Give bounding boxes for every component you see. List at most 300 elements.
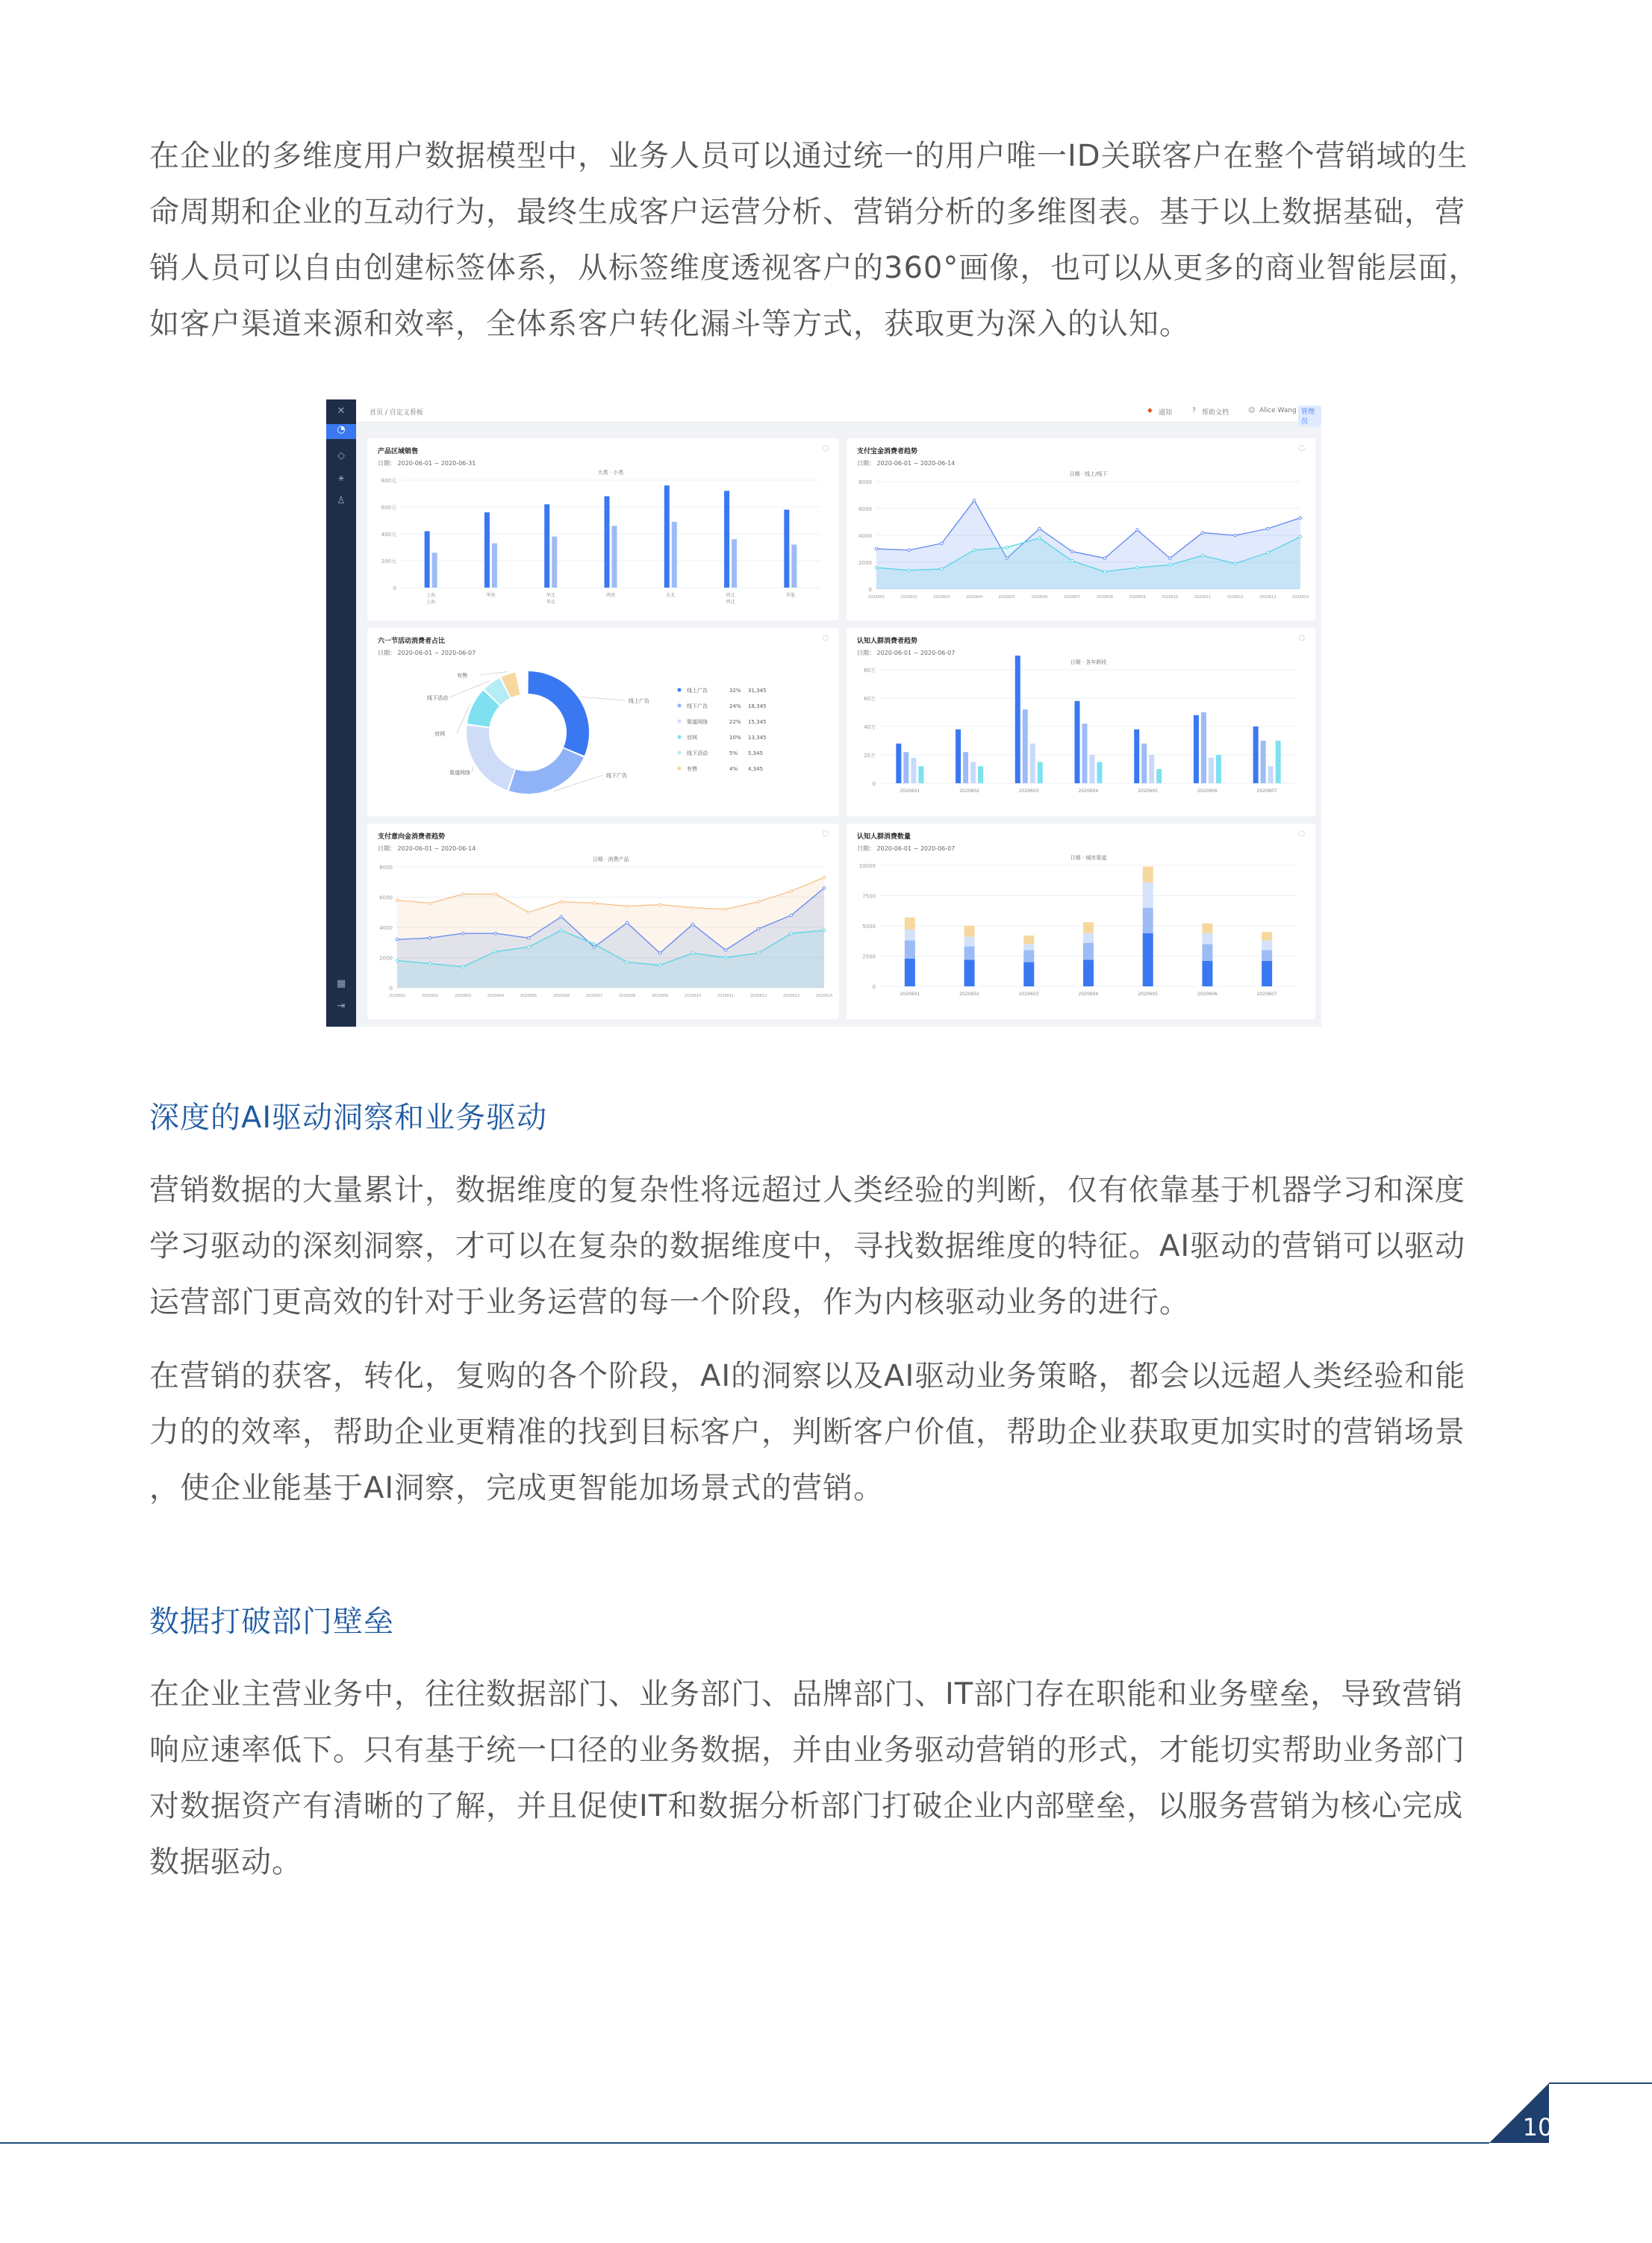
chart-svg [847,628,1315,816]
bar [432,553,437,588]
grid-icon: ▦ [336,978,346,989]
x-tick-label: 2020603 [454,994,472,998]
x-tick-label: 2020603 [1018,992,1039,997]
chart-legend: 大类 · 小类 [597,470,624,476]
bar-segment [964,947,975,960]
collapse-icon: ⇥ [337,1001,346,1012]
bar [1075,701,1080,783]
y-tick-label: 7500 [862,893,876,900]
bar [612,526,617,588]
leader-line [582,697,626,700]
legend-value: 18,345 [748,703,767,709]
bar-segment [1262,950,1272,961]
legend-swatch [678,735,682,739]
data-point [428,902,431,905]
chart-date: 日期： 2020-06-01 ~ 2020-06-31 [378,460,476,467]
data-point [1038,527,1041,530]
data-point [1103,570,1106,573]
data-point [560,900,563,903]
bar-segment [1083,959,1094,986]
data-point [823,929,826,932]
text-line: 学习驱动的深刻洞察，才可以在复杂的数据维度中，寻找数据维度的特征。AI驱动的营销可以驱动 [149,1229,1466,1263]
y-tick-label: 2000 [379,955,393,962]
data-point [658,903,661,906]
data-point [973,549,976,552]
chart-svg [367,824,839,1019]
x-tick-label: 华南 [486,593,496,598]
x-tick-label: 2020609 [1129,595,1146,600]
data-point [658,952,661,955]
data-point [658,964,661,967]
refresh-icon[interactable]: ◌ [1298,444,1305,452]
chart-legend: 日期 · 消费产品 [592,856,629,862]
flow-icon: ⚹ [338,473,344,484]
bar [492,544,497,588]
bar [484,512,490,588]
chart-svg [847,824,1315,1019]
chart-panel-region-sales [367,438,839,620]
y-tick-label: 80万 [864,668,876,673]
x-tick-label: 2020611 [1194,595,1212,600]
y-tick-label: 2000 [858,560,872,566]
leader-line [472,766,473,772]
refresh-icon[interactable]: ◌ [822,444,829,452]
text-line: ，使企业能基于AI洞察，完成更智能加场景式的营销。 [149,1471,885,1505]
chart-title: 认知人群消费者趋势 [857,638,918,645]
x-subtick-label: 西北 [726,600,735,605]
notify-link: 通知 [1159,409,1173,417]
y-tick-label: 0 [868,587,872,593]
data-point [1103,557,1106,560]
legend-label: 有赞 [687,766,697,772]
text-line: 在企业主营业务中，往往数据部门、业务部门、品牌部门、IT部门存在职能和业务壁垒，导致营销 [149,1677,1464,1711]
bar [1209,758,1214,783]
leader-line [479,672,507,675]
x-tick-label: 2020610 [1162,595,1179,600]
bar-segment [905,918,915,930]
x-tick-label: 2020612 [749,994,767,998]
data-point [428,962,431,965]
bar [963,752,968,783]
chart-date: 日期： 2020-06-01 ~ 2020-06-07 [378,650,476,656]
intro-paragraph [149,128,1508,352]
chart-legend: 日期 · 各年龄段 [1070,659,1107,665]
data-point [396,899,399,902]
y-tick-label: 60万 [864,696,876,702]
y-tick-label: 4000 [379,925,393,931]
chart-title: 产品区域销售 [378,448,419,455]
data-point [1006,546,1009,549]
x-tick-label: 2020605 [520,994,537,998]
chart-svg [367,628,839,816]
text-line: 运营部门更高效的针对于业务运营的每一个阶段，作为内核驱动业务的进行。 [149,1285,1190,1319]
data-point [494,893,497,896]
x-tick-label: 2020607 [1064,595,1081,600]
x-tick-label: 东北 [666,593,676,598]
x-tick-label: 2020609 [651,994,669,998]
legend-value: 31,345 [748,688,767,694]
bar [1276,741,1281,783]
x-tick-label: 2020612 [1226,595,1244,600]
y-tick-label: 8000 [858,479,872,485]
bar [1201,712,1206,783]
data-point [1201,532,1204,535]
bar [1141,744,1147,783]
data-point [396,959,399,962]
bar-segment [1023,962,1034,986]
data-point [941,567,944,570]
bar [1261,741,1266,783]
text-line: 营销数据的大量累计，数据维度的复杂性将远超过人类经验的判断，仅有依靠基于机器学习和深度 [149,1173,1465,1207]
data-point [560,929,563,932]
x-tick-label: 2020602 [421,994,439,998]
data-point [560,915,563,918]
bar [1268,766,1274,783]
y-tick-label: 6000 [858,506,872,512]
data-point [494,932,497,935]
refresh-icon[interactable]: ◌ [822,634,829,642]
y-tick-label: 0 [393,585,396,591]
bar-segment [964,926,975,937]
x-tick-label: 2020601 [388,994,406,998]
data-point [1267,552,1270,555]
chart-date: 日期： 2020-06-01 ~ 2020-06-07 [857,650,956,656]
legend-swatch [678,688,682,692]
dashboard-sidebar [326,399,356,1027]
y-tick-label: 8000 [379,865,393,871]
y-tick-label: 40万 [864,724,876,730]
x-tick-label: 2020601 [900,992,920,997]
x-subtick-label: 上海 [426,600,436,605]
x-tick-label: 2020613 [782,994,800,998]
x-tick-label: 2020607 [1256,992,1277,997]
bar-segment [1143,883,1153,908]
bar-segment [1023,950,1034,962]
x-tick-label: 西北 [726,593,735,598]
bar-segment [1143,933,1153,986]
data-point [1299,517,1302,520]
data-point [724,908,727,911]
bar-segment [1202,933,1212,945]
y-tick-label: 0 [872,984,876,990]
user-icon: ♙ [337,495,346,506]
data-point [823,887,826,890]
y-tick-label: 600元 [381,505,396,511]
y-tick-label: 2500 [862,953,876,960]
x-tick-label: 2020605 [1138,788,1159,794]
legend-percent: 10% [729,735,741,741]
bar-segment [1202,924,1212,933]
y-tick-label: 20万 [864,753,876,759]
footer-decoration [0,2076,1652,2150]
data-point [691,906,694,909]
help-link: 帮助文档 [1202,409,1229,417]
x-tick-label: 2020607 [585,994,603,998]
data-point [691,923,694,926]
bar-segment [964,959,975,986]
legend-percent: 4% [729,766,738,772]
x-tick-label: 2020604 [1078,992,1099,997]
data-point [1070,559,1073,562]
legend-value: 4,345 [748,766,764,772]
bar-segment [1143,908,1153,933]
slice-label: 线上广告 [629,698,649,704]
legend-percent: 5% [729,750,738,756]
x-tick-label: 2020605 [1138,992,1159,997]
bar [1134,729,1139,783]
role-badge: 管理员 [1298,405,1321,426]
bar [1194,715,1199,783]
bar-segment [1262,961,1272,986]
bar [1156,769,1162,783]
bar-segment [905,930,915,941]
x-tick-label: 2020606 [1197,788,1218,794]
bar [1082,724,1088,783]
refresh-icon[interactable]: ◌ [1298,830,1305,838]
text-line: 响应速率低下。只有基于统一口径的业务数据，并由业务驱动营销的形式，才能切实帮助业务部门 [149,1733,1465,1767]
data-point [1201,554,1204,557]
data-point [593,902,596,905]
pie-slice [529,671,589,756]
slice-label: 线下广告 [606,773,627,779]
ai-paragraph [149,1163,1508,1331]
y-tick-label: 800元 [381,478,396,484]
data-point [626,961,629,964]
x-tick-label: 2020606 [552,994,570,998]
data-point [1234,562,1237,565]
refresh-icon[interactable]: ◌ [1298,634,1305,642]
text-line: 如客户渠道来源和效率，全体系客户转化漏斗等方式，获取更为深入的认知。 [149,307,1190,341]
data-point [875,547,878,550]
legend-label: 线上广告 [687,688,708,694]
legend-label: 线下活动 [687,750,708,756]
bar-segment [1202,961,1212,986]
legend-percent: 22% [729,719,741,725]
bar-segment [1083,943,1094,960]
y-tick-label: 400元 [381,532,396,538]
bar-segment [1083,933,1094,943]
bar [1216,755,1221,783]
bar [552,537,557,588]
legend-value: 5,345 [748,750,764,756]
bar-segment [1202,944,1212,961]
x-subtick-label: 华北 [546,600,555,605]
chart-title: 支付宝金消费者趋势 [857,448,918,455]
dashboard-screenshot [326,399,1321,1027]
x-tick-label: 2020602 [959,992,979,997]
x-tick-label: 2020603 [1018,788,1039,794]
silo-paragraph [149,1667,1508,1891]
bar-segment [1262,932,1272,940]
text-line: 对数据资产有清晰的了解，并且促使IT和数据分析部门打破企业内部壁垒，以服务营销为核心完成 [149,1789,1464,1823]
bar [425,531,430,588]
data-point [757,927,760,930]
data-point [1136,566,1139,569]
bar-segment [1143,867,1153,883]
x-tick-label: 2020604 [487,994,505,998]
chart-panel-deposit-trend [847,438,1315,620]
y-tick-label: 200元 [381,559,396,564]
data-point [1168,564,1171,567]
data-point [1136,529,1139,532]
chart-title: 六一节活动消费者占比 [378,638,446,645]
chart-title: 认知人群消费数量 [857,833,911,841]
page-number: 10 [1522,2113,1553,2141]
data-point [875,566,878,569]
bar [1038,762,1043,784]
bar [1090,755,1095,783]
bar [791,544,797,588]
tag-icon: ◇ [337,450,345,461]
bar [544,504,549,588]
data-point [527,936,530,939]
x-tick-label: 2020613 [1259,595,1277,600]
bar-segment [905,959,915,986]
x-tick-label: 上海 [426,593,436,598]
x-tick-label: 2020601 [867,595,885,600]
x-tick-label: 2020602 [900,595,917,600]
user-avatar-icon: ☺ [1248,407,1256,414]
bar [732,539,737,588]
data-point [908,569,911,572]
chart-panel-cognition-trend [847,628,1315,816]
x-tick-label: 华北 [546,593,555,598]
data-point [626,921,629,924]
x-tick-label: 2020602 [959,788,979,794]
chart-date: 日期： 2020-06-01 ~ 2020-06-14 [378,845,476,852]
legend-label: 线下广告 [687,703,708,709]
data-point [941,542,944,545]
chart-title: 支付意向金消费者趋势 [378,833,446,841]
x-tick-label: 2020606 [1031,595,1048,600]
data-point [1234,534,1237,537]
x-tick-label: 2020606 [1197,992,1218,997]
legend-percent: 24% [729,703,741,709]
data-point [428,936,431,939]
bar [1097,762,1103,784]
x-tick-label: 2020614 [1291,595,1309,600]
bar [1015,656,1020,783]
bar [605,497,610,588]
bar [724,491,729,588]
x-tick-label: 2020608 [618,994,636,998]
tool-icon: ✕ [337,405,346,417]
legend-percent: 32% [729,688,741,694]
bar-segment [964,937,975,947]
chart-date: 日期： 2020-06-01 ~ 2020-06-14 [857,460,956,467]
legend-swatch [678,704,682,708]
slice-label: 官网 [434,731,445,737]
data-point [908,549,911,552]
bar [1030,744,1035,783]
legend-label: 官网 [687,735,697,741]
chart-panel-intent-trend [367,824,839,1019]
bell-icon: ◆ [1147,407,1153,414]
data-point [461,932,464,935]
legend-value: 13,345 [748,735,767,741]
bar [1253,727,1259,783]
bar [911,758,916,783]
data-point [626,905,629,908]
pie-slice [467,726,514,791]
bar [903,752,908,783]
legend-label: 渠道网络 [687,719,708,725]
user-name: Alice Wang [1259,407,1297,414]
data-point [461,965,464,968]
y-tick-label: 10000 [858,863,876,869]
dashboard-topbar [356,399,1321,426]
x-tick-label: 2020604 [1078,788,1099,794]
bar-segment [1023,944,1034,950]
chart-legend: 日期 · 城市渠道 [1070,855,1107,861]
dashboard-icon: ◔ [326,424,356,439]
bar [978,766,983,783]
data-point [757,952,760,955]
bar [896,744,901,783]
data-point [1038,537,1041,540]
x-tick-label: 2020611 [717,994,735,998]
bar [664,485,670,588]
data-point [724,956,727,959]
section-heading-ai: 深度的AI驱动洞察和业务驱动 [149,1101,548,1135]
bar-segment [1262,940,1272,950]
data-point [461,893,464,896]
data-point [593,942,596,945]
y-tick-label: 5000 [862,924,876,930]
legend-swatch [678,720,682,724]
bar-segment [1083,922,1094,933]
chart-legend: 日期 · 线上/线下 [1069,471,1108,477]
chart-panel-children-day-share [367,628,839,816]
x-tick-label: 2020607 [1256,788,1277,794]
text-line: 力的的效率，帮助企业更精准的找到目标客户，判断客户价值，帮助企业获取更加实时的营销场景 [149,1415,1465,1449]
chart-panel-cognition-count [847,824,1315,1019]
x-tick-label: 2020603 [933,595,950,600]
text-line: 在企业的多维度用户数据模型中，业务人员可以通过统一的用户唯一ID关联客户在整个营销域的生 [149,139,1468,173]
data-point [494,951,497,953]
section-heading-silo: 数据打破部门壁垒 [149,1605,394,1639]
data-point [973,499,976,502]
bar-segment [905,940,915,958]
y-tick-label: 4000 [858,533,872,539]
x-tick-label: 2020614 [815,994,833,998]
slice-label: 线下活动 [427,695,448,701]
bar [918,766,923,783]
slice-label: 渠道网络 [449,770,470,776]
y-tick-label: 0 [389,986,393,992]
x-tick-label: 2020604 [965,595,983,600]
refresh-icon[interactable]: ◌ [822,830,829,838]
y-tick-label: 6000 [379,895,393,901]
data-point [1168,557,1171,560]
x-tick-label: 2020610 [684,994,702,998]
bar [672,522,677,588]
bar-segment [1023,936,1034,944]
legend-swatch [678,767,682,771]
help-icon: ? [1192,407,1196,414]
x-tick-label: 2020608 [1096,595,1113,600]
x-tick-label: 其他 [785,593,795,598]
ai-paragraph-2 [149,1348,1508,1516]
data-point [757,900,760,903]
text-line: 销人员可以自由创建标签体系，从标签维度透视客户的360°画像，也可以从更多的商业智能层面， [149,251,1480,285]
bar [1023,709,1028,783]
bar [1149,755,1154,783]
legend-value: 15,345 [748,719,767,725]
x-tick-label: 西南 [605,593,616,598]
text-line: 数据驱动。 [149,1845,302,1879]
y-tick-label: 0 [872,781,876,787]
